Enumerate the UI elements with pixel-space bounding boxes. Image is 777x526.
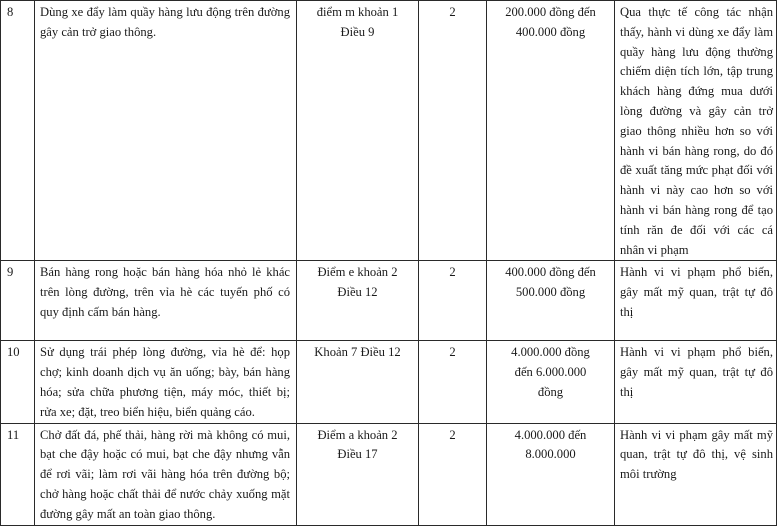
fine-line: 4.000.000 đồng: [511, 345, 590, 360]
fine-line: 500.000 đồng: [515, 285, 586, 300]
fine-line: 200.000 đồng đến: [505, 5, 596, 19]
legal-citation: [297, 423, 419, 525]
count-value: 2: [419, 341, 487, 423]
fine-line: đến 6.000.000: [514, 365, 587, 380]
fine-range: [487, 1, 615, 261]
citation-line: Điều 12: [337, 285, 378, 300]
reason-text: Qua thực tế công tác nhận thấy, hành vi dùng xe đẩy làm quầy hàng lưu động thường chiếm diện tích lớn, tập trung khách hàng đứng mua dưới lòng đường và gây cản trở giao thông nhiều hơn so với hành vi bán hàng rong, do đó đề xuất tăng mức phạt đối với hành vi này cao hơn so với hành vi bán hàng rong để tạo tính răn đe đối với các cá nhân vi phạm: [615, 1, 777, 261]
row-number: 11: [1, 423, 35, 525]
table-row: [1, 423, 777, 525]
row-number: 10: [1, 341, 35, 423]
count-value: 2: [419, 423, 487, 525]
reason-text: Hành vi vi phạm phổ biến, gây mất mỹ quan, trật tự đô thị: [615, 341, 777, 423]
fine-line: 400.000 đồng đến: [505, 265, 596, 280]
citation-line: Điều 9: [340, 24, 375, 39]
legal-citation: [297, 341, 419, 423]
count-value: 2: [419, 1, 487, 261]
table-row: [1, 261, 777, 341]
citation-line: Điều 17: [337, 447, 378, 462]
fine-range: [487, 261, 615, 341]
count-value: 2: [419, 261, 487, 341]
citation-line: Điểm e khoản 2: [317, 265, 398, 280]
citation-line: Điểm a khoản 2: [317, 427, 398, 442]
fine-line: 400.000 đồng: [515, 24, 586, 39]
reason-text: Hành vi vi phạm gây mất mỹ quan, trật tự đô thị, vệ sinh môi trường: [615, 423, 777, 525]
violation-description: Dùng xe đẩy làm quầy hàng lưu động trên đường gây cản trở giao thông.: [35, 1, 297, 261]
citation-line: điểm m khoản 1: [316, 5, 399, 19]
violation-description: Bán hàng rong hoặc bán hàng hóa nhỏ lẻ khác trên lòng đường, trên vỉa hè các tuyến phố có quy định cấm bán hàng.: [35, 261, 297, 341]
row-number: 9: [1, 261, 35, 341]
fine-range: [487, 423, 615, 525]
fine-line: 8.000.000: [525, 447, 576, 462]
table-row: [1, 341, 777, 423]
citation-line: Khoản 7 Điều 12: [314, 345, 401, 360]
fine-line: 4.000.000 đến: [514, 427, 587, 442]
row-number: 8: [1, 1, 35, 261]
violation-description: Chở đất đá, phế thải, hàng rời mà không có mui, bạt che đậy hoặc có mui, bạt che đậy nhưng vẫn để rơi vãi; làm rơi vãi hàng hóa trên đường bộ; chở hàng hoặc chất thải để nước chảy xuống mặt đường gây mất an toàn giao thông.: [35, 423, 297, 525]
legal-citation: [297, 261, 419, 341]
table-row: [1, 1, 777, 261]
legal-citation: [297, 1, 419, 261]
reason-text: Hành vi vi phạm phổ biến, gây mất mỹ quan, trật tự đô thị: [615, 261, 777, 341]
fine-line: đồng: [537, 384, 564, 399]
fine-range: [487, 341, 615, 423]
violation-description: Sử dụng trái phép lòng đường, vỉa hè để: họp chợ; kinh doanh dịch vụ ăn uống; bày, bán hàng hóa; sửa chữa phương tiện, máy móc, thiết bị; rửa xe; đặt, treo biển hiệu, biển quảng cáo.: [35, 341, 297, 423]
